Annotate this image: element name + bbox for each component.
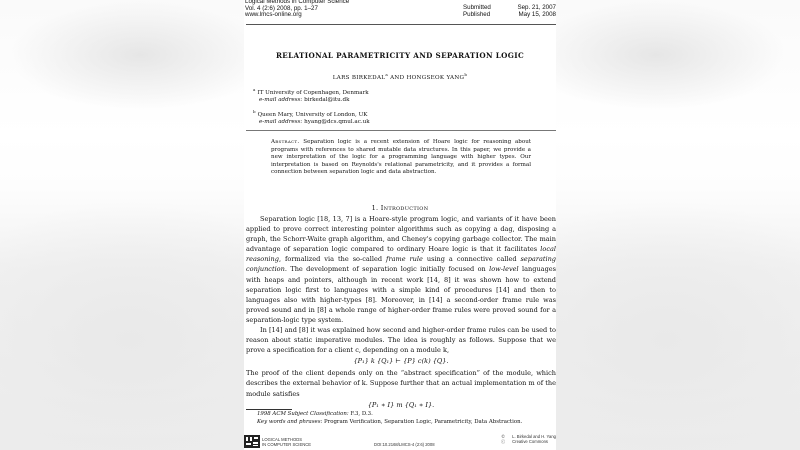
submitted-label: Submitted	[463, 4, 491, 11]
abstract-label: Abstract.	[271, 139, 300, 145]
formula-1: {P₁} k {Q₁} ⊢ {P} c(k) {Q}.	[353, 357, 449, 366]
paper-title: RELATIONAL PARAMETRICITY AND SEPARATION LOGIC	[275, 51, 525, 60]
published-label: Published	[463, 10, 491, 18]
background-left	[0, 0, 244, 450]
emphasis: low-level	[489, 265, 519, 274]
creative-commons-icon: ⓒ	[501, 438, 506, 444]
text-span: Separation logic [18, 13, 7] is a Hoare-style program logic, and variants of it have been applied to prove correct interesting pointer algorithms such as copying a dag, disposing a graph, the Schorr-Waite graph algorithm, and Cheney's copying garbage collector. The main advantage of separation logic compared to ordinary Hoare logic is that it facilitates	[246, 215, 556, 254]
emphasis: frame rule	[386, 255, 423, 264]
acm-value: F.3, D.3.	[348, 411, 373, 417]
author-2: AND HONGSEOK YANG	[388, 74, 465, 81]
paper-page	[244, 0, 556, 450]
header-divider	[246, 24, 556, 25]
copyright-text: L. Birkedal and H. Yang	[512, 434, 556, 439]
acm-label: 1998 ACM Subject Classification:	[257, 411, 349, 417]
email-address[interactable]: birkedal@itu.dk	[304, 97, 350, 104]
published-date: May 15, 2008	[518, 10, 556, 18]
affiliation-institution: Queen Mary, University of London, UK	[257, 111, 368, 118]
affiliation-b	[253, 108, 370, 126]
page-footer	[244, 435, 556, 449]
email-label: e-mail address:	[259, 119, 303, 126]
background-right	[556, 0, 800, 450]
paper-authors	[244, 72, 556, 81]
paragraph-2: In [14] and [8] it was explained how second and higher-order frame rules can be used to reason about static imperative modules. The idea is roughly as follows. Suppose that we prove a specification for a client c, depending on a module k,	[246, 326, 556, 355]
affiliation-mark: a	[253, 87, 256, 92]
footer-journal-line2: IN COMPUTER SCIENCE	[262, 441, 312, 447]
formula-2: {P₁ ∗ I} m {Q₁ ∗ I}.	[367, 400, 435, 409]
keywords-value: Program Verification, Separation Logic, Parametricity, Data Abstraction.	[322, 419, 523, 425]
footnotes	[257, 410, 522, 426]
text-span: languages with heaps and pointers, although in recent work [14, 8] it was shown how to extend separation logic first to languages with a simple kind of procedures [14] and then to languages also with higher-types [8]. Moreover, in [14] a second-order frame rule was proved sound and in [8] a whole range of higher-order frame rules were proved sound for a separation-logic type system.	[246, 265, 556, 324]
lmcs-logo-icon	[244, 435, 260, 448]
emphasis: separating conjunction	[246, 255, 556, 274]
affiliation-institution: IT University of Copenhagen, Denmark	[257, 89, 369, 96]
footer-journal	[262, 438, 311, 448]
email-address[interactable]: hyang@dcs.qmul.ac.uk	[304, 119, 370, 126]
copyright-icon: ©	[501, 434, 505, 439]
footer-journal-line1: LOGICAL METHODS	[262, 437, 303, 442]
journal-info	[245, 0, 349, 19]
journal-website[interactable]: www.lmcs-online.org	[245, 11, 302, 19]
submission-dates	[463, 5, 556, 18]
author-2-mark: b	[464, 72, 468, 77]
text-span: using a connective called	[422, 255, 521, 264]
abstract	[271, 139, 531, 177]
submitted-date: Sep. 21, 2007	[517, 4, 556, 11]
affiliation-a	[253, 86, 369, 104]
abstract-text: Separation logic is a recent extension of Hoare logic for reasoning about programs with references to shared mutable data structures. In this paper, we provide a new interpretation of the logic for a programming language with higher types. Our interpretation is based on Reynolds's relational parametricity, and it provides a formal connection between separation logic and data abstraction.	[271, 139, 531, 176]
section-heading: 1. Introduction	[371, 204, 429, 212]
text-span: , formalized via the so-called	[278, 255, 387, 264]
title-divider	[246, 130, 556, 131]
author-1: LARS BIRKEDAL	[332, 74, 386, 81]
email-label: e-mail address:	[259, 97, 303, 104]
affiliation-mark: b	[253, 109, 256, 114]
text-span: . The development of separation logic initially focused on	[284, 265, 490, 274]
paragraph-3: The proof of the client depends only on the “abstract specification” of the module, which describes the external behavior of k. Suppose further that an actual implementation m of the module satisfies	[246, 369, 556, 398]
doi[interactable]: DOI:10.2168/LMCS-4 (2:6) 2008	[374, 442, 435, 447]
author-1-mark: a	[385, 72, 388, 77]
cc-text[interactable]: Creative Commons	[512, 438, 548, 444]
emphasis: local reasoning	[246, 245, 556, 264]
body-text	[246, 214, 556, 412]
paragraph-1	[246, 214, 556, 325]
license	[500, 435, 556, 445]
keywords-label: Key words and phrases:	[257, 419, 323, 425]
journal-volume: Vol. 4 (2:6) 2008, pp. 1–27	[245, 4, 318, 12]
journal-name: Logical Methods in Computer Science	[245, 0, 350, 5]
